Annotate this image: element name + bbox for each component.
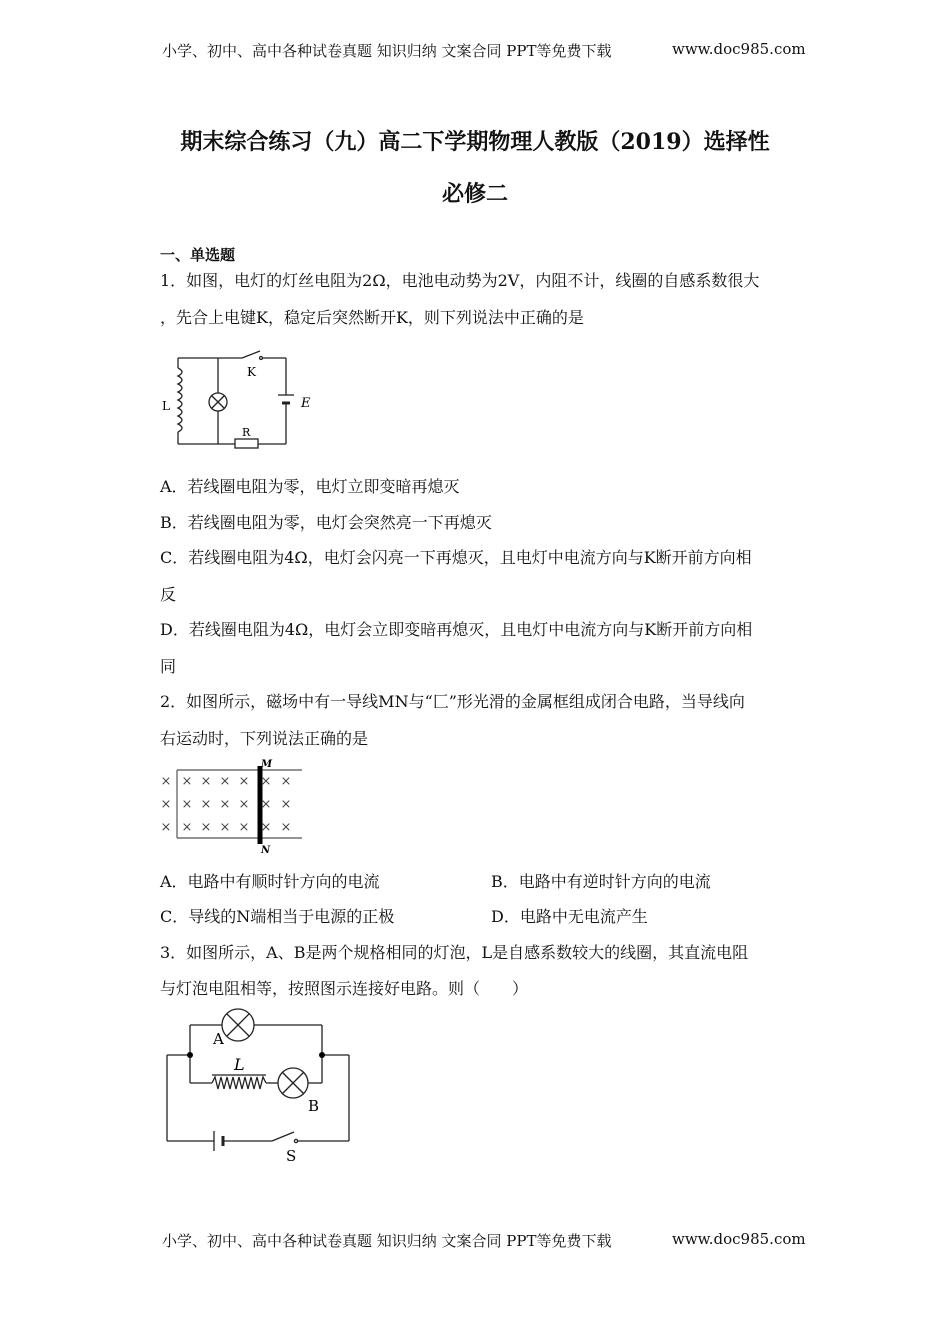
header-url[interactable]: www.doc985.com	[672, 40, 806, 58]
switch-s-icon	[272, 1132, 294, 1141]
field-cross-icon: ×	[280, 774, 292, 789]
q2-option-d[interactable]: D．电路中无电流产生	[491, 907, 648, 926]
field-cross-icon: ×	[238, 774, 250, 789]
inductor-coil-icon	[178, 368, 182, 432]
inductor-coil-icon	[212, 1077, 266, 1089]
field-cross-icon: ×	[200, 774, 212, 789]
field-cross-icon: ×	[219, 797, 231, 812]
q3-circuit-diagram	[160, 1005, 360, 1165]
q2-magnetic-field-diagram	[160, 758, 310, 858]
field-cross-icon: ×	[160, 797, 172, 812]
switch-icon	[242, 351, 260, 358]
header-text: 小学、初中、高中各种试卷真题 知识归纳 文案合同 PPT等免费下载	[162, 42, 612, 60]
footer-url[interactable]: www.doc985.com	[672, 1230, 806, 1248]
field-cross-icon: ×	[181, 774, 193, 789]
field-cross-icon: ×	[219, 774, 231, 789]
label-L: L	[234, 1055, 245, 1074]
q1-circuit-diagram	[160, 350, 330, 450]
field-cross-icon: ×	[238, 797, 250, 812]
q2-stem-line1: 2．如图所示，磁场中有一导线MN与“匚”形光滑的金属框组成闭合电路，当导线向	[160, 692, 745, 711]
field-cross-icon: ×	[200, 797, 212, 812]
label-B: B	[308, 1097, 320, 1115]
field-cross-icon: ×	[160, 820, 172, 835]
label-E: E	[301, 396, 311, 411]
q1-option-a[interactable]: A．若线圈电阻为零，电灯立即变暗再熄灭	[160, 477, 460, 496]
q1-stem-line1: 1．如图，电灯的灯丝电阻为2Ω，电池电动势为2V，内阻不计，线圈的自感系数很大	[160, 271, 760, 290]
q2-option-b[interactable]: B．电路中有逆时针方向的电流	[491, 872, 711, 891]
q1-option-c-cont: 反	[160, 585, 177, 604]
q1-stem-line2: ，先合上电键K，稳定后突然断开K，则下列说法中正确的是	[160, 308, 584, 327]
q1-option-c[interactable]: C．若线圈电阻为4Ω，电灯会闪亮一下再熄灭，且电灯中电流方向与K断开前方向相	[160, 548, 752, 567]
field-cross-icon: ×	[280, 797, 292, 812]
field-cross-icon: ×	[160, 774, 172, 789]
q1-option-d-cont: 同	[160, 657, 177, 676]
field-cross-icon: ×	[219, 820, 231, 835]
q3-stem-line1: 3．如图所示，A、B是两个规格相同的灯泡，L是自感系数较大的线圈，其直流电阻	[160, 943, 749, 962]
label-L: L	[162, 399, 170, 413]
label-K: K	[247, 365, 256, 379]
field-cross-icon: ×	[260, 820, 272, 835]
field-cross-icon: ×	[260, 797, 272, 812]
resistor-icon	[235, 439, 258, 448]
field-cross-icon: ×	[181, 797, 193, 812]
q3-stem-line2: 与灯泡电阻相等，按照图示连接好电路。则（ ）	[160, 979, 529, 998]
field-cross-icon: ×	[280, 820, 292, 835]
section-heading: 一、单选题	[160, 246, 236, 264]
doc-title-line1: 期末综合练习（九）高二下学期物理人教版（2019）选择性	[180, 129, 770, 155]
label-S: S	[286, 1147, 297, 1165]
q2-option-a[interactable]: A．电路中有顺时针方向的电流	[160, 872, 380, 891]
doc-title-line2: 必修二	[441, 181, 508, 207]
field-cross-icon: ×	[200, 820, 212, 835]
footer-text: 小学、初中、高中各种试卷真题 知识归纳 文案合同 PPT等免费下载	[162, 1232, 612, 1250]
label-A: A	[213, 1030, 224, 1048]
label-R: R	[242, 426, 251, 439]
field-cross-icon: ×	[181, 820, 193, 835]
label-N: N	[261, 845, 271, 856]
q2-stem-line2: 右运动时，下列说法正确的是	[160, 729, 369, 748]
label-M: M	[261, 759, 273, 770]
q1-option-d[interactable]: D．若线圈电阻为4Ω，电灯会立即变暗再熄灭，且电灯中电流方向与K断开前方向相	[160, 620, 753, 639]
field-cross-icon: ×	[238, 820, 250, 835]
q1-option-b[interactable]: B．若线圈电阻为零，电灯会突然亮一下再熄灭	[160, 513, 492, 532]
q2-option-c[interactable]: C．导线的N端相当于电源的正极	[160, 907, 395, 926]
field-cross-icon: ×	[260, 774, 272, 789]
